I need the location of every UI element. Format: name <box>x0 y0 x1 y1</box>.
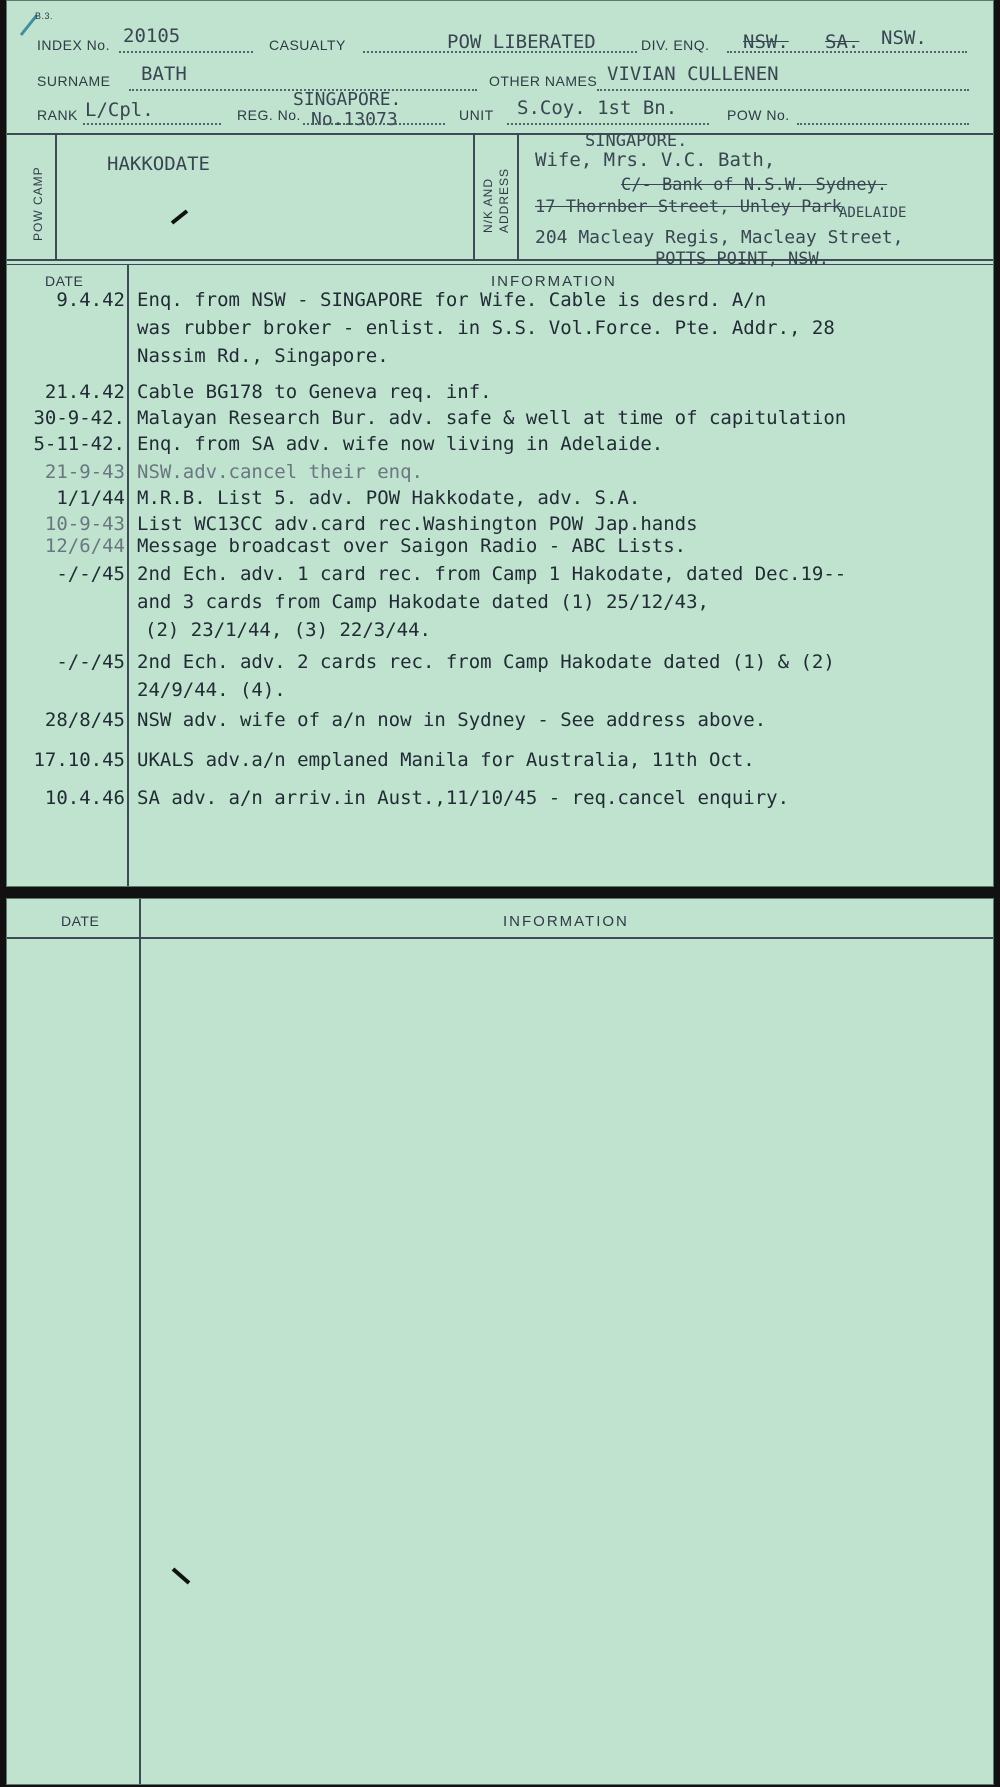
back-information-label: INFORMATION <box>503 913 629 930</box>
address-line3-above: ADELAIDE <box>839 205 907 221</box>
entry-date: 10.4.46 <box>44 787 125 809</box>
entry-date: 21-9-43 <box>44 461 125 483</box>
casualty-value: POW LIBERATED <box>447 31 596 53</box>
entry-line: 2nd Ech. adv. 1 card rec. from Camp 1 Hakodate, dated Dec.19-- <box>137 563 847 585</box>
entry-date: 21.4.42 <box>44 381 125 403</box>
div-enq-struck-2: SA. <box>825 31 860 53</box>
div-enq-label: DIV. ENQ. <box>641 37 710 53</box>
information-column-label: INFORMATION <box>491 273 617 290</box>
pow-no-label: POW No. <box>727 107 790 123</box>
address-line0: SINGAPORE. <box>585 131 688 151</box>
entry-line: was rubber broker - enlist. in S.S. Vol.Force. Pte. Addr., 28 <box>137 317 835 339</box>
reg-no-line2: No.13073 <box>311 109 398 130</box>
entry-date: -/-/45 <box>56 651 125 673</box>
surname-label: SURNAME <box>37 73 111 89</box>
address-line1: Wife, Mrs. V.C. Bath, <box>535 149 776 171</box>
index-label: INDEX No. <box>37 37 110 53</box>
date-column-label: DATE <box>45 273 84 289</box>
entry-date: 9.4.42 <box>56 289 125 311</box>
entry-line: List WC13CC adv.card rec.Washington POW Jap.hands <box>137 513 698 535</box>
nk-address-label-1: N/K AND <box>481 177 495 233</box>
pow-camp-label: POW CAMP <box>31 166 45 241</box>
divider <box>473 133 475 259</box>
nk-address-label-2: ADDRESS <box>497 167 511 233</box>
divider <box>7 264 993 265</box>
index-value: 20105 <box>123 25 181 47</box>
divider <box>7 937 993 939</box>
casualty-label: CASUALTY <box>269 37 346 53</box>
entry-line: Malayan Research Bur. adv. safe & well at time of capitulation <box>137 407 847 429</box>
entry-line: UKALS adv.a/n emplaned Manila for Australia, 11th Oct. <box>137 749 755 771</box>
entry-line: 2nd Ech. adv. 2 cards rec. from Camp Hakodate dated (1) & (2) <box>137 651 835 673</box>
entry-date: 5-11-42. <box>33 433 125 455</box>
entry-line: NSW adv. wife of a/n now in Sydney - See address above. <box>137 709 767 731</box>
entry-line: Message broadcast over Saigon Radio - ABC Lists. <box>137 535 687 557</box>
entry-line: M.R.B. List 5. adv. POW Hakkodate, adv. S.A. <box>137 487 641 509</box>
address-line3-struck: 17 Thornber Street, Unley Park <box>535 197 843 217</box>
divider <box>517 133 519 259</box>
index-card-front <box>6 0 994 887</box>
unit-value: S.Coy. 1st Bn. <box>517 97 678 119</box>
reg-no-label: REG. No. <box>237 107 301 123</box>
column-divider <box>127 265 129 886</box>
back-date-label: DATE <box>61 913 100 929</box>
unit-label: UNIT <box>459 107 494 123</box>
pen-mark-icon <box>169 1563 195 1589</box>
address-line5: POTTS POINT, NSW. <box>655 249 829 269</box>
rank-label: RANK <box>37 107 78 123</box>
entry-line: Cable BG178 to Geneva req. inf. <box>137 381 492 403</box>
div-enq-struck-1: NSW. <box>743 31 789 53</box>
other-names-label: OTHER NAMES <box>489 73 598 89</box>
divider <box>7 259 993 261</box>
entry-date: -/-/45 <box>56 563 125 585</box>
address-line4: 204 Macleay Regis, Macleay Street, <box>535 227 904 248</box>
column-divider <box>139 899 141 1784</box>
entry-date: 30-9-42. <box>33 407 125 429</box>
rank-value: L/Cpl. <box>85 99 154 121</box>
entry-line: Nassim Rd., Singapore. <box>137 345 389 367</box>
entry-line: and 3 cards from Camp Hakodate dated (1) 25/12/43, <box>137 591 709 613</box>
divider <box>55 133 57 259</box>
entry-date: 17.10.45 <box>33 749 125 771</box>
reg-no-line1: SINGAPORE. <box>293 89 402 110</box>
entry-date: 1/1/44 <box>56 487 125 509</box>
entry-line: 24/9/44. (4). <box>137 679 286 701</box>
form-code: B.3. <box>35 11 54 21</box>
entry-line: Enq. from NSW - SINGAPORE for Wife. Cable is desrd. A/n <box>137 289 767 311</box>
entry-date: 12/6/44 <box>44 535 125 557</box>
entry-line: Enq. from SA adv. wife now living in Adelaide. <box>137 433 664 455</box>
entry-line: (2) 23/1/44, (3) 22/3/44. <box>145 619 431 641</box>
address-line2-struck: C/- Bank of N.S.W. Sydney. <box>621 175 888 195</box>
divider <box>7 133 993 135</box>
index-card-back <box>6 898 994 1785</box>
entry-date: 10-9-43 <box>44 513 125 535</box>
pow-camp-value: HAKKODATE <box>107 153 210 175</box>
other-names-value: VIVIAN CULLENEN <box>607 63 779 85</box>
entry-line: SA adv. a/n arriv.in Aust.,11/10/45 - req.cancel enquiry. <box>137 787 790 809</box>
surname-value: BATH <box>141 63 187 85</box>
div-enq-value: NSW. <box>881 27 927 49</box>
entry-line: NSW.adv.cancel their enq. <box>137 461 423 483</box>
entry-date: 28/8/45 <box>44 709 125 731</box>
pen-mark-icon <box>169 207 191 227</box>
